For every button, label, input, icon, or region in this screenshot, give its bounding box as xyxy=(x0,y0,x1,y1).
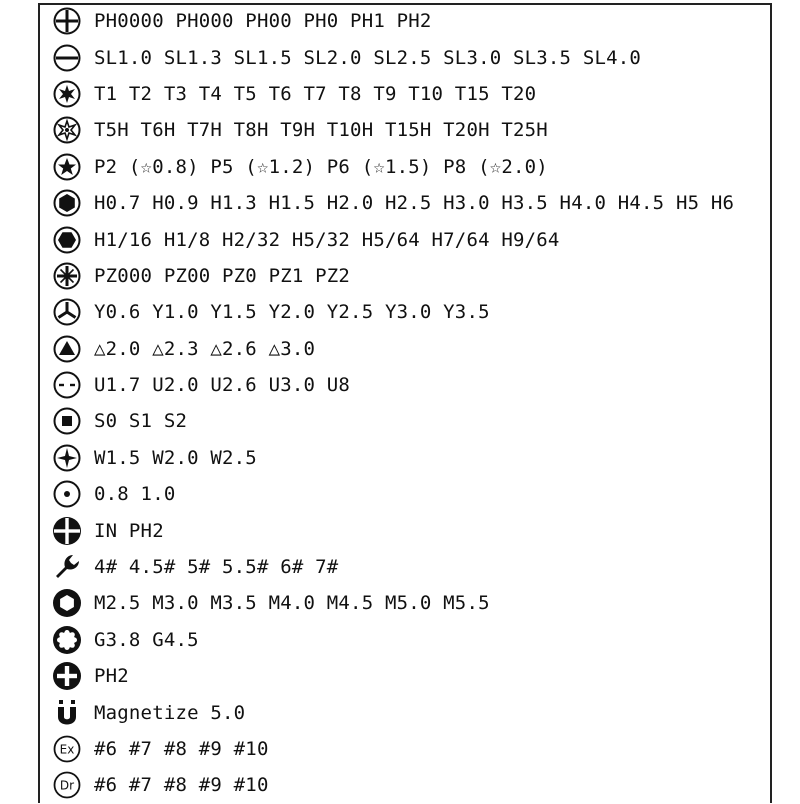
list-item xyxy=(52,512,772,548)
bit-sizes: S0 S1 S2 xyxy=(94,410,188,433)
bit-sizes: PH0000 PH000 PH00 PH0 PH1 PH2 xyxy=(94,10,432,33)
bit-sizes: 0.8 1.0 xyxy=(94,483,176,506)
bit-sizes: T1 T2 T3 T4 T5 T6 T7 T8 T9 T10 T15 T20 xyxy=(94,82,537,105)
bit-sizes: W1.5 W2.0 W2.5 xyxy=(94,446,257,469)
list-item xyxy=(52,622,772,658)
list-item xyxy=(52,221,772,257)
list-item xyxy=(52,294,772,330)
bit-sizes: H1/16 H1/8 H2/32 H5/32 H5/64 H7/64 H9/64 xyxy=(94,228,560,251)
list-item xyxy=(52,403,772,439)
dr-badge-icon xyxy=(52,770,82,800)
square-icon xyxy=(52,406,82,436)
hex-metric-icon xyxy=(52,188,82,218)
bit-sizes: M2.5 M3.0 M3.5 M4.0 M4.5 M5.0 M5.5 xyxy=(94,592,490,615)
slotted-circle-icon xyxy=(52,43,82,73)
bit-sizes: SL1.0 SL1.3 SL1.5 SL2.0 SL2.5 SL3.0 SL3.5 SL4.0 xyxy=(94,46,642,69)
bit-sizes: PZ000 PZ00 PZ0 PZ1 PZ2 xyxy=(94,264,351,287)
bit-sizes: #6 #7 #8 #9 #10 xyxy=(94,738,269,760)
pentalobe-icon xyxy=(52,152,82,182)
u-shape-icon xyxy=(52,370,82,400)
phillips-circle-icon xyxy=(52,6,82,36)
list-item xyxy=(52,3,772,39)
bit-sizes: IN PH2 xyxy=(94,519,164,542)
torx-icon xyxy=(52,79,82,109)
list-item xyxy=(52,367,772,403)
list-item xyxy=(52,76,772,112)
list-item xyxy=(52,585,772,621)
list-item xyxy=(52,112,772,148)
bit-sizes: P2 (☆0.8) P5 (☆1.2) P6 (☆1.5) P8 (☆2.0) xyxy=(94,155,548,178)
phillips-bold-icon xyxy=(52,661,82,691)
list-item xyxy=(52,549,772,585)
bit-sizes: H0.7 H0.9 H1.3 H1.5 H2.0 H2.5 H3.0 H3.5 H4.0 H4.5 H5 H6 xyxy=(94,192,735,215)
hex-imperial-icon xyxy=(52,225,82,255)
bit-sizes: PH2 xyxy=(94,665,129,688)
bit-sizes: △2.0 △2.3 △2.6 △3.0 xyxy=(94,337,316,360)
wrench-icon xyxy=(52,552,82,582)
list-item xyxy=(52,39,772,75)
hex-socket-icon xyxy=(52,588,82,618)
list-item xyxy=(52,694,772,730)
list-item xyxy=(52,185,772,221)
list-item xyxy=(52,258,772,294)
bit-list xyxy=(52,3,772,804)
bit-sizes: U1.7 U2.0 U2.6 U3.0 U8 xyxy=(94,374,351,397)
bit-sizes: T5H T6H T7H T8H T9H T10H T15H T20H T25H xyxy=(94,119,548,142)
svg-text:Dr: Dr xyxy=(59,778,75,793)
list-item xyxy=(52,149,772,185)
tri-wing-icon xyxy=(52,297,82,327)
magnet-icon xyxy=(52,698,82,728)
bit-sizes: #6 #7 #8 #9 #10 xyxy=(94,774,269,797)
list-item xyxy=(52,658,772,694)
pin-icon xyxy=(52,479,82,509)
ex-badge-icon xyxy=(52,734,82,764)
cross-bold-icon xyxy=(52,516,82,546)
svg-text:Ex: Ex xyxy=(59,742,75,757)
pozidriv-icon xyxy=(52,261,82,291)
bit-sizes: Y0.6 Y1.0 Y1.5 Y2.0 Y2.5 Y3.0 Y3.5 xyxy=(94,301,490,324)
list-item xyxy=(52,331,772,367)
list-item xyxy=(52,767,772,803)
list-item xyxy=(52,476,772,512)
gamebit-icon xyxy=(52,625,82,655)
four-wing-icon xyxy=(52,443,82,473)
triangle-icon xyxy=(52,334,82,364)
bit-sizes: Magnetize 5.0 xyxy=(94,701,246,724)
list-item xyxy=(52,440,772,476)
torx-security-icon xyxy=(52,115,82,145)
list-item xyxy=(52,731,772,767)
bit-sizes: G3.8 G4.5 xyxy=(94,628,199,651)
bit-sizes: 4# 4.5# 5# 5.5# 6# 7# xyxy=(94,556,339,579)
